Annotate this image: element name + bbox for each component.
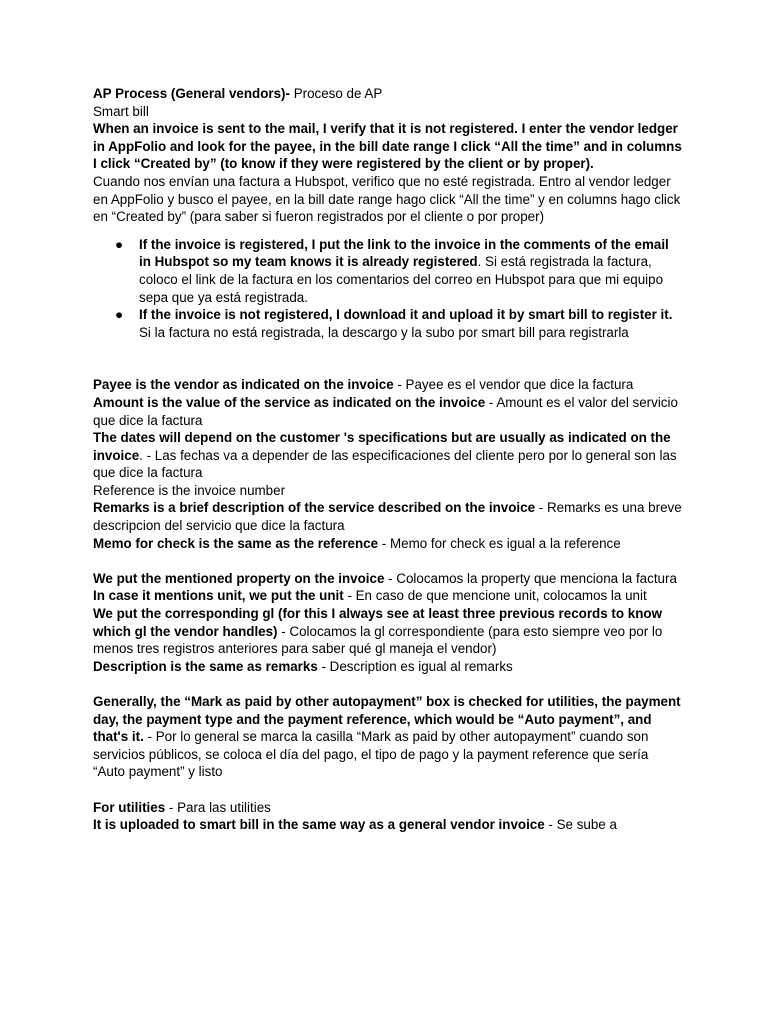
field-remarks: Remarks is a brief description of the service described on the invoice - Remarks es una breve descripcion del servicio que dice la factura (93, 500, 682, 534)
unit-line: In case it mentions unit, we put the unit - En caso de que mencione unit, colocamos la unit (93, 588, 647, 604)
field-dates: The dates will depend on the customer 's specifications but are usually as indicated on the invoice. - Las fechas va a depender de las especificaciones del cliente pero por lo general son las que dice la factura (93, 430, 677, 481)
field-memo: Memo for check is the same as the reference - Memo for check es igual a la reference (93, 535, 621, 551)
bullet-icon: ● (115, 307, 124, 323)
description-line: Description is the same as remarks - Description es igual al remarks (93, 658, 513, 674)
utilities-heading: For utilities - Para las utilities (93, 799, 271, 815)
property-line: We put the mentioned property on the invoice - Colocamos la property que menciona la factura (93, 570, 677, 586)
bullet-icon: ● (115, 236, 124, 252)
document-page (93, 85, 683, 834)
gl-line: We put the corresponding gl (for this I always see at least three previous records to know which gl the vendor handles) - Colocamos la gl correspondiente (para esto siempre veo por lo menos tres registros anteriores para saber qué gl maneja el vendor) (93, 606, 663, 657)
bullet-item: ● If the invoice is not registered, I download it and upload it by smart bill to register it. Si la factura no está registrada, la descargo y la subo por smart bill para registrarla (115, 307, 673, 340)
intro-english: When an invoice is sent to the mail, I verify that it is not registered. I enter the vendor ledger in AppFolio and look for the payee, in the bill date range I click “All the time” and in columns I click “Created by” (to know if they were registered by the client or by proper). (93, 121, 682, 172)
field-payee: Payee is the vendor as indicated on the invoice - Payee es el vendor que dice la factura (93, 377, 634, 393)
field-amount: Amount is the value of the service as indicated on the invoice - Amount es el valor del servicio que dice la factura (93, 394, 678, 428)
intro-spanish: Cuando nos envían una factura a Hubspot, verifico que no esté registrada. Entro al vendor ledger en AppFolio y busco el payee, en la bill date range hago click “All the time” y en columns hago click en “Created by” (para saber si fueron registrados por el cliente o por proper) (93, 173, 681, 225)
bullet-item: ● If the invoice is registered, I put the link to the invoice in the comments of the email in Hubspot so my team knows it is already registered. Si está registrada la factura, coloco el link de la factura en los comentarios del correo en Hubspot para que mi equipo sepa que ya está registrada. (115, 236, 669, 305)
bullet-list (93, 236, 683, 342)
field-reference: Reference is the invoice number (93, 482, 286, 498)
autopay-paragraph: Generally, the “Mark as paid by other autopayment” box is checked for utilities, the payment day, the payment type and the payment reference, which would be “Auto payment”, and that's it. - Por lo general se marca la casilla “Mark as paid by other autopayment” cuando son servicios públicos, se coloca el día del pago, el tipo de pago y la payment reference que sería “Auto payment” y listo (93, 694, 681, 780)
doc-subheading: Smart bill (93, 103, 149, 119)
utilities-line: It is uploaded to smart bill in the same way as a general vendor invoice - Se sube a (93, 817, 617, 833)
doc-heading: AP Process (General vendors)- Proceso de AP (93, 86, 383, 101)
